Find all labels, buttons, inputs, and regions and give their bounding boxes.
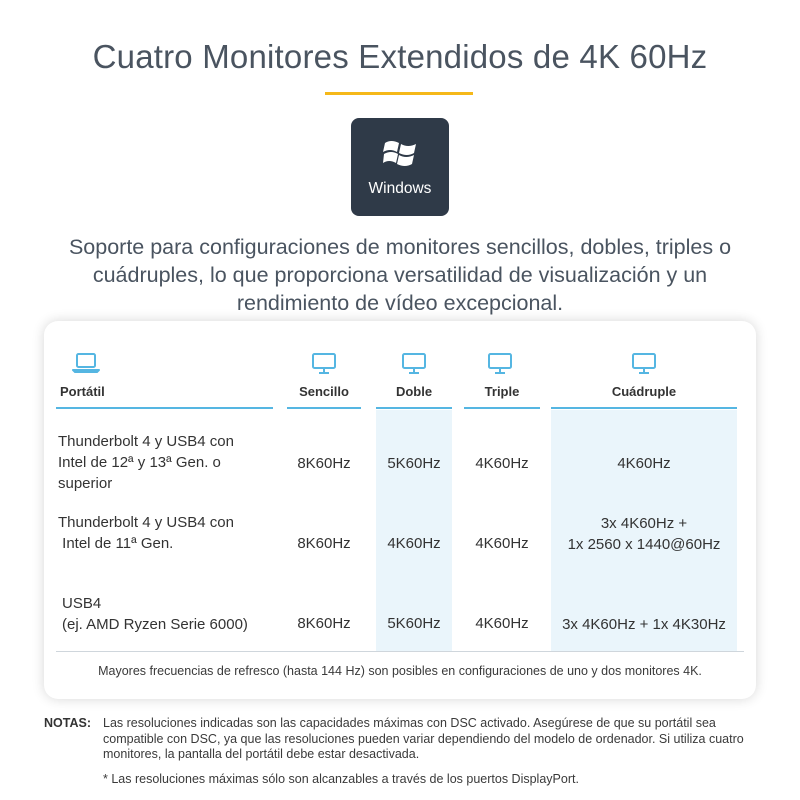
row1-dual: 5K60Hz xyxy=(387,455,441,472)
table-footnote: Mayores frecuencias de refresco (hasta 144 Hz) son posibles en configuraciones de uno y dos monitores 4K. xyxy=(98,664,702,678)
monitor-icon-quad xyxy=(631,352,657,376)
row1-laptop-line2: Intel de 12ª y 13ª Gen. o xyxy=(58,454,221,471)
notes-label: NOTAS: xyxy=(44,716,91,730)
row3-laptop-line2: (ej. AMD Ryzen Serie 6000) xyxy=(62,616,248,633)
row2-laptop xyxy=(58,512,283,554)
row3-quad xyxy=(551,614,737,635)
title-underline xyxy=(325,92,473,95)
row1-quad-line1: 4K60Hz xyxy=(617,455,671,472)
row2-triple: 4K60Hz xyxy=(475,535,529,552)
notes-asterisk: * Las resoluciones máximas sólo son alcanzables a través de los puertos DisplayPort. xyxy=(103,772,579,786)
row3-quad-line1: 3x 4K60Hz + 1x 4K30Hz xyxy=(562,616,726,633)
header-laptop: Portátil xyxy=(60,384,105,399)
row2-quad xyxy=(551,513,737,555)
footnote-divider xyxy=(56,651,744,652)
row2-quad-line1: 3x 4K60Hz + xyxy=(600,515,688,532)
row1-laptop-line3: superior xyxy=(58,475,113,492)
row2-single: 8K60Hz xyxy=(297,535,351,552)
notes-text: Las resoluciones indicadas son las capacidades máximas con DSC activado. Asegúrese de que su portátil sea compatible con DSC, ya que las resoluciones pueden variar dependiendo del modelo de ordenador. Si utiliza cuatro monitores, la pantalla del portátil debe estar desactivada. xyxy=(103,716,744,761)
row3-dual: 5K60Hz xyxy=(387,615,441,632)
header-underline-single xyxy=(287,407,361,409)
header-quad: Cuádruple xyxy=(611,384,677,399)
monitor-icon-dual xyxy=(401,352,427,376)
header-underline-quad xyxy=(551,407,737,409)
header-underline-laptop xyxy=(56,407,273,409)
header-underline-triple xyxy=(464,407,540,409)
row1-single: 8K60Hz xyxy=(297,455,351,472)
subtitle: Soporte para configuraciones de monitores sencillos, dobles, triples o cuádruples, lo que proporciona versatilidad de visualización y un rendimiento de vídeo excepcional. xyxy=(68,235,732,315)
page-title: Cuatro Monitores Extendidos de 4K 60Hz xyxy=(92,38,708,75)
row1-triple: 4K60Hz xyxy=(475,455,529,472)
row1-quad xyxy=(551,453,737,474)
row3-laptop xyxy=(62,593,287,635)
row3-single: 8K60Hz xyxy=(297,615,351,632)
header-triple: Triple xyxy=(484,384,520,399)
header-underline-dual xyxy=(376,407,452,409)
row2-laptop-line1: Thunderbolt 4 y USB4 con xyxy=(58,514,234,531)
row2-laptop-line2: Intel de 11ª Gen. xyxy=(58,535,174,552)
header-dual: Doble xyxy=(395,384,433,399)
header-single: Sencillo xyxy=(299,384,349,399)
row3-triple: 4K60Hz xyxy=(475,615,529,632)
row1-laptop-line1: Thunderbolt 4 y USB4 con xyxy=(58,433,234,450)
row2-dual: 4K60Hz xyxy=(387,535,441,552)
windows-label: Windows xyxy=(368,180,432,197)
windows-flag-icon xyxy=(383,138,419,170)
row1-laptop xyxy=(58,431,283,494)
laptop-icon xyxy=(72,352,100,374)
windows-badge xyxy=(351,118,449,216)
row3-laptop-line1: USB4 xyxy=(62,595,102,612)
monitor-icon-single xyxy=(311,352,337,376)
monitor-icon-triple xyxy=(487,352,513,376)
row2-quad-line2: 1x 2560 x 1440@60Hz xyxy=(567,536,721,553)
